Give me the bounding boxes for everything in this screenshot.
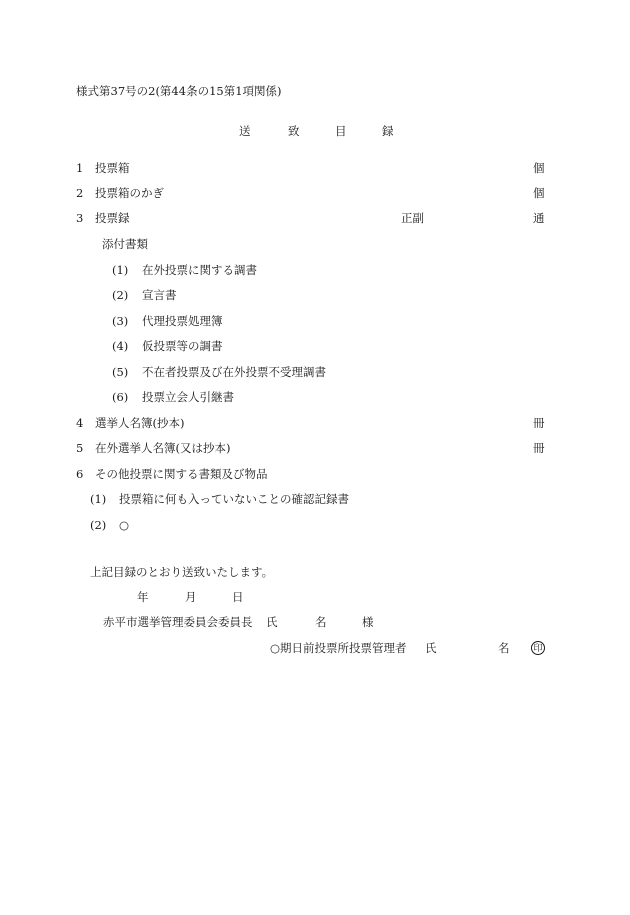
attachment-number: (2)	[112, 288, 129, 302]
other-label: 投票箱に何も入っていないことの確認記録書	[119, 492, 349, 506]
item-unit: 個	[533, 186, 545, 200]
title-char: 送	[239, 124, 251, 138]
sender-mei: 名	[498, 641, 510, 655]
item-number: 3	[76, 211, 84, 225]
date-day: 日	[232, 590, 244, 604]
attachments-heading: 添付書類	[102, 237, 148, 251]
item-number: 6	[76, 467, 84, 481]
addressee-mei: 名	[315, 615, 327, 629]
item-label: 投票箱のかぎ	[95, 186, 164, 200]
item-number: 2	[76, 186, 84, 200]
item-number: 5	[76, 441, 84, 455]
form-label: 様式第37号の2(第44条の15第1項関係)	[76, 84, 282, 98]
title-char: 録	[382, 124, 394, 138]
attachment-number: (5)	[112, 365, 129, 379]
item-unit: 個	[533, 161, 545, 175]
attachment-label: 不在者投票及び在外投票不受理調書	[142, 365, 326, 379]
attachment-label: 仮投票等の調書	[142, 339, 223, 353]
other-number: (1)	[90, 492, 107, 506]
other-number: (2)	[90, 518, 107, 532]
attachment-number: (6)	[112, 390, 129, 404]
addressee-shi: 氏	[266, 615, 278, 629]
title-char: 目	[335, 124, 347, 138]
attachment-number: (3)	[112, 314, 129, 328]
attachment-label: 代理投票処理簿	[142, 314, 223, 328]
item-copies: 正副	[401, 211, 424, 225]
attachment-label: 在外投票に関する調書	[142, 263, 257, 277]
item-label: 選挙人名簿(抄本)	[95, 416, 185, 430]
sender-shi: 氏	[425, 641, 437, 655]
item-unit: 通	[533, 211, 545, 225]
item-unit: 冊	[533, 416, 545, 430]
item-label: 在外選挙人名簿(又は抄本)	[95, 441, 231, 455]
closing-sentence: 上記目録のとおり送致いたします。	[90, 565, 274, 579]
item-number: 1	[76, 161, 84, 175]
item-label: 投票箱	[95, 161, 130, 175]
item-number: 4	[76, 416, 84, 430]
item-unit: 冊	[533, 441, 545, 455]
date-month: 月	[185, 590, 197, 604]
attachment-number: (4)	[112, 339, 129, 353]
date-year: 年	[137, 590, 149, 604]
item-label: その他投票に関する書類及び物品	[95, 467, 268, 481]
seal-icon: 印	[531, 641, 545, 655]
sender-role: ○期日前投票所投票管理者	[270, 641, 407, 655]
addressee-sama: 様	[362, 615, 374, 629]
title-char: 致	[288, 124, 300, 138]
attachment-number: (1)	[112, 263, 129, 277]
other-label: ○	[119, 518, 130, 532]
attachment-label: 宣言書	[142, 288, 177, 302]
attachment-label: 投票立会人引継書	[142, 390, 234, 404]
item-label: 投票録	[95, 211, 130, 225]
addressee-org: 赤平市選挙管理委員会委員長	[103, 615, 253, 629]
